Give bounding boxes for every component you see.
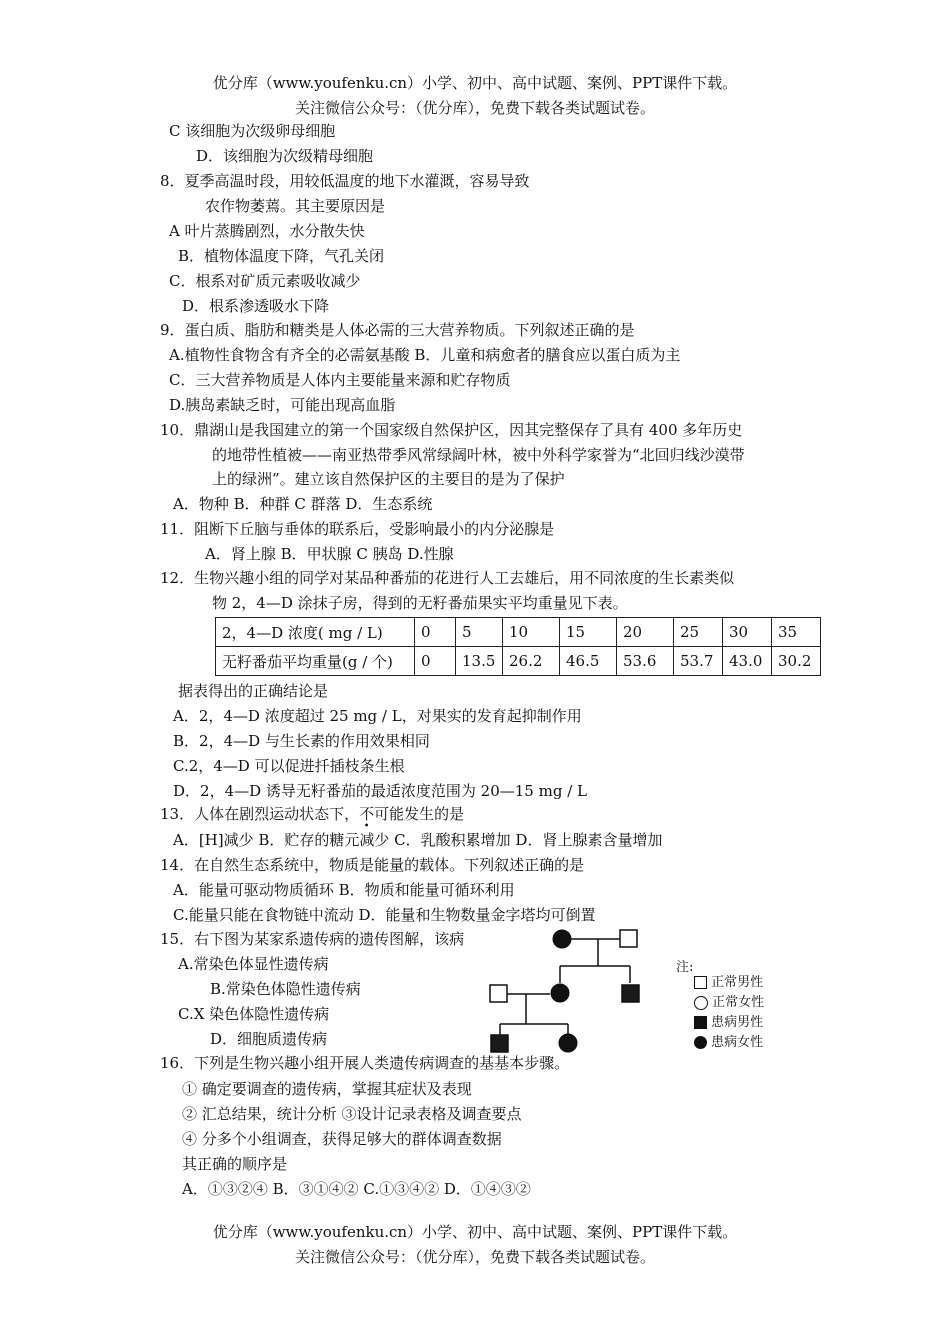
legend-label: 正常女性	[712, 995, 765, 1010]
table-row	[216, 618, 821, 647]
table-cell: 30.2	[772, 647, 821, 676]
legend-label: 患病女性	[711, 1035, 764, 1050]
footer-line-2: 关注微信公众号：（优分库），免费下载各类试题试卷。	[294, 1248, 655, 1266]
q16-step-4: ④ 分多个小组调查，获得足够大的群体调查数据	[182, 1130, 502, 1148]
table-cell: 30	[723, 618, 772, 647]
q15-option-c: C.X 染色体隐性遗传病	[178, 1005, 330, 1023]
pedigree-legend	[694, 974, 794, 1054]
q9-stem: 9．蛋白质、脂肪和糖类是人体必需的三大营养物质。下列叙述正确的是	[160, 321, 635, 339]
q7-option-d: D．该细胞为次级精母细胞	[196, 147, 374, 165]
table-cell: 15	[560, 618, 617, 647]
legend-title: 注:	[676, 960, 694, 975]
legend-item	[694, 994, 794, 1014]
affected-male-icon	[694, 1016, 707, 1029]
q12-option-d: D．2，4—D 诱导无籽番茄的最适浓度范围为 20—15 mg / L	[173, 782, 587, 800]
header-line-2: 关注微信公众号：（优分库），免费下载各类试题试卷。	[294, 99, 655, 117]
q8-option-d: D．根系渗透吸水下降	[182, 297, 330, 315]
q12-option-c: C.2，4—D 可以促进扦插枝条生根	[173, 757, 405, 775]
q10-stem-3: 上的绿洲”。建立该自然保护区的主要目的是为了保护	[212, 470, 565, 488]
q12-option-b: B．2，4—D 与生长素的作用效果相同	[173, 732, 430, 750]
q14-options-ab: A．能量可驱动物质循环 B．物质和能量可循环利用	[173, 881, 515, 899]
q16-step-2-3: ② 汇总结果，统计分析 ③设计记录表格及调查要点	[182, 1105, 522, 1123]
q9-option-c: C．三大营养物质是人体内主要能量来源和贮存物质	[169, 371, 511, 389]
q12-stem-2: 物 2，4—D 涂抹子房，得到的无籽番茄果实平均重量见下表。	[212, 594, 628, 612]
legend-item	[694, 1034, 794, 1054]
q16-options: A．①③②④ B．③①④② C.①③④② D．①④③②	[182, 1180, 531, 1198]
q10-stem-1: 10．鼎湖山是我国建立的第一个国家级自然保护区，因其完整保存了具有 400 多年历史	[160, 421, 743, 439]
q13-options: A．[H]减少 B．贮存的糖元减少 C．乳酸积累增加 D．肾上腺素含量增加	[173, 831, 663, 849]
q9-option-d: D.胰岛素缺乏时，可能出现高血脂	[169, 396, 396, 414]
normal-male-symbol	[490, 985, 507, 1002]
table-cell: 43.0	[723, 647, 772, 676]
table-cell: 0	[415, 647, 456, 676]
table-cell: 5	[456, 618, 503, 647]
affected-male-symbol	[491, 1035, 508, 1052]
table-cell: 35	[772, 618, 821, 647]
q11-stem: 11．阻断下丘脑与垂体的联系后，受影响最小的内分泌腺是	[160, 520, 555, 538]
table-row-label: 2，4—D 浓度( mg / L)	[216, 618, 415, 647]
q8-option-c: C．根系对矿质元素吸收减少	[169, 272, 361, 290]
q16-stem: 16．下列是生物兴趣小组开展人类遗传病调查的基基本步骤。	[160, 1054, 570, 1072]
q14-options-cd: C.能量只能在食物链中流动 D．能量和生物数量金字塔均可倒置	[173, 906, 596, 924]
table-cell: 20	[617, 618, 674, 647]
q8-stem-1: 8．夏季高温时段，用较低温度的地下水灌溉，容易导致	[160, 172, 530, 190]
normal-female-icon	[694, 996, 708, 1010]
q8-option-a: A 叶片蒸腾剧烈，水分散失快	[169, 222, 365, 240]
q10-options: A．物种 B．种群 C 群落 D．生态系统	[173, 495, 433, 513]
normal-male-symbol	[620, 930, 637, 947]
affected-female-symbol	[559, 1034, 577, 1052]
table-cell: 53.6	[617, 647, 674, 676]
q13-stem-pre: 13．人体在剧烈运动状态下，	[160, 805, 360, 823]
q16-order: 其正确的顺序是	[182, 1155, 288, 1173]
table-cell: 25	[674, 618, 723, 647]
table-cell: 46.5	[560, 647, 617, 676]
q12-option-a: A．2，4—D 浓度超过 25 mg / L，对果实的发育起抑制作用	[173, 707, 582, 725]
q15-stem: 15．右下图为某家系遗传病的遗传图解，该病	[160, 930, 465, 948]
footer-line-1: 优分库（www.youfenku.cn）小学、初中、高中试题、案例、PPT课件下载。	[212, 1223, 738, 1241]
q16-step-1: ① 确定要调查的遗传病，掌握其症状及表现	[182, 1080, 472, 1098]
q8-option-b: B．植物体温度下降，气孔关闭	[178, 247, 385, 265]
q15-option-d: D．细胞质遗传病	[210, 1030, 328, 1048]
legend-item	[694, 974, 794, 994]
q7-option-c: C 该细胞为次级卵母细胞	[169, 122, 336, 140]
q12-stem-1: 12．生物兴趣小组的同学对某品种番茄的花进行人工去雄后，用不同浓度的生长素类似	[160, 569, 735, 587]
table-cell: 53.7	[674, 647, 723, 676]
table-cell: 13.5	[456, 647, 503, 676]
normal-male-icon	[694, 976, 707, 989]
q15-option-a: A.常染色体显性遗传病	[178, 955, 329, 973]
q13-stem	[160, 804, 464, 824]
legend-item	[694, 1014, 794, 1034]
q10-stem-2: 的地带性植被——南亚热带季风常绿阔叶林，被中外科学家誉为“北回归线沙漠带	[212, 446, 745, 464]
affected-female-icon	[694, 1036, 707, 1049]
q11-options: A．肾上腺 B．甲状腺 C 胰岛 D.性腺	[205, 545, 454, 563]
q8-stem-2: 农作物萎蔫。其主要原因是	[205, 197, 386, 215]
affected-female-symbol	[553, 930, 571, 948]
legend-label: 患病男性	[711, 1015, 764, 1030]
affected-male-symbol	[622, 985, 639, 1002]
q9-options-ab: A.植物性食物含有齐全的必需氨基酸 B．儿童和病愈者的膳食应以蛋白质为主	[169, 346, 681, 364]
header-line-1: 优分库（www.youfenku.cn）小学、初中、高中试题、案例、PPT课件下载。	[212, 74, 738, 92]
table-cell: 0	[415, 618, 456, 647]
table-cell: 26.2	[503, 647, 560, 676]
q13-stem-post: 可能发生的是	[374, 805, 465, 823]
data-table	[215, 617, 821, 676]
table-row	[216, 647, 821, 676]
affected-female-symbol	[551, 984, 569, 1002]
legend-label: 正常男性	[711, 975, 764, 990]
q14-stem: 14．在自然生态系统中，物质是能量的载体。下列叙述正确的是	[160, 856, 585, 874]
q13-stem-emphasis: 不	[359, 805, 375, 823]
q15-option-b: B.常染色体隐性遗传病	[210, 980, 361, 998]
table-cell: 10	[503, 618, 560, 647]
table-row-label: 无籽番茄平均重量(g / 个)	[216, 647, 415, 676]
q12-conclusion: 据表得出的正确结论是	[178, 682, 329, 700]
